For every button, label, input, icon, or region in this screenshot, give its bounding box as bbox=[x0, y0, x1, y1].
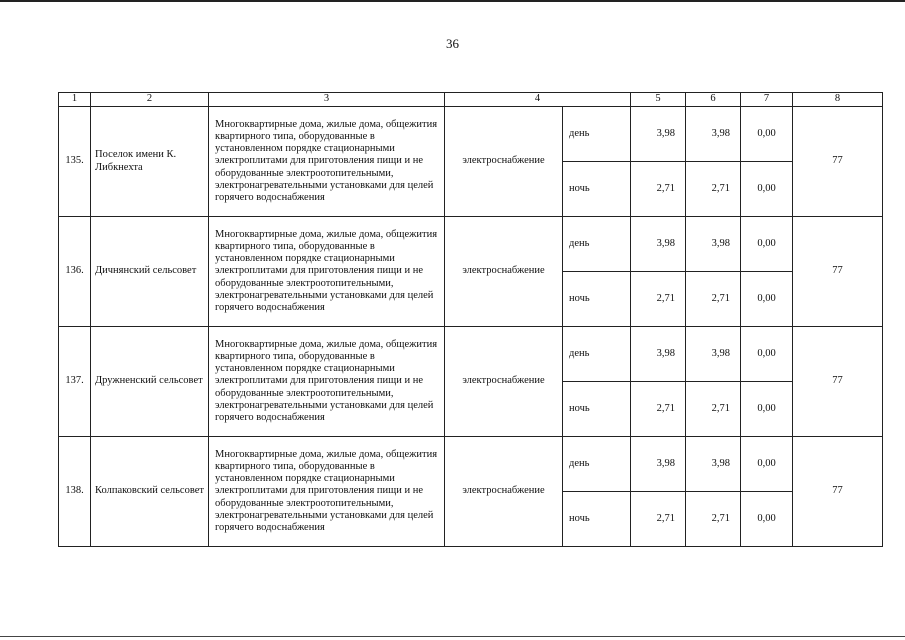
time-zone-day-cell: день bbox=[563, 217, 631, 272]
service-cell: электроснабжение bbox=[445, 327, 563, 437]
time-zone-night-cell: ночь bbox=[563, 492, 631, 547]
value-col7-day-cell: 0,00 bbox=[741, 327, 793, 382]
value-col6-night-cell: 2,71 bbox=[686, 492, 741, 547]
time-zone-night-cell: ночь bbox=[563, 162, 631, 217]
time-zone-night-cell: ночь bbox=[563, 272, 631, 327]
value-col6-day-cell: 3,98 bbox=[686, 327, 741, 382]
service-cell: электроснабжение bbox=[445, 107, 563, 217]
value-col7-day-cell: 0,00 bbox=[741, 107, 793, 162]
bottom-border-line bbox=[0, 636, 905, 637]
header-row bbox=[59, 93, 883, 107]
settlement-cell: Колпаковский сельсовет bbox=[91, 437, 209, 547]
row-number-cell: 138. bbox=[59, 437, 91, 547]
consumer-description-cell: Многоквартирные дома, жилые дома, общежития квартирного типа, оборудованные в установленном порядке стационарными электроплитами для приготовления пищи и не оборудованные электроотопительными, электронагревательными установками для целей горячего водоснабжения bbox=[209, 437, 445, 547]
table-row bbox=[59, 327, 883, 382]
value-col6-day-cell: 3,98 bbox=[686, 217, 741, 272]
header-cell-3: 3 bbox=[209, 93, 445, 107]
settlement-cell: Дружненский сельсовет bbox=[91, 327, 209, 437]
header-cell-4: 4 bbox=[445, 93, 631, 107]
value-col5-night-cell: 2,71 bbox=[631, 162, 686, 217]
value-col8-cell: 77 bbox=[793, 217, 883, 327]
header-cell-6: 6 bbox=[686, 93, 741, 107]
value-col6-night-cell: 2,71 bbox=[686, 382, 741, 437]
consumer-description-cell: Многоквартирные дома, жилые дома, общежития квартирного типа, оборудованные в установленном порядке стационарными электроплитами для приготовления пищи и не оборудованные электроотопительными, электронагревательными установками для целей горячего водоснабжения bbox=[209, 327, 445, 437]
consumer-description-cell: Многоквартирные дома, жилые дома, общежития квартирного типа, оборудованные в установленном порядке стационарными электроплитами для приготовления пищи и не оборудованные электроотопительными, электронагревательными установками для целей горячего водоснабжения bbox=[209, 107, 445, 217]
value-col7-day-cell: 0,00 bbox=[741, 437, 793, 492]
row-number-cell: 136. bbox=[59, 217, 91, 327]
header-cell-1: 1 bbox=[59, 93, 91, 107]
table-row bbox=[59, 437, 883, 492]
value-col5-night-cell: 2,71 bbox=[631, 492, 686, 547]
time-zone-day-cell: день bbox=[563, 107, 631, 162]
value-col6-day-cell: 3,98 bbox=[686, 107, 741, 162]
settlement-cell: Дичнянский сельсовет bbox=[91, 217, 209, 327]
value-col5-day-cell: 3,98 bbox=[631, 327, 686, 382]
value-col5-day-cell: 3,98 bbox=[631, 217, 686, 272]
service-cell: электроснабжение bbox=[445, 437, 563, 547]
time-zone-night-cell: ночь bbox=[563, 382, 631, 437]
top-border-line bbox=[0, 0, 905, 2]
value-col8-cell: 77 bbox=[793, 327, 883, 437]
value-col6-night-cell: 2,71 bbox=[686, 162, 741, 217]
value-col7-night-cell: 0,00 bbox=[741, 272, 793, 327]
header-cell-2: 2 bbox=[91, 93, 209, 107]
value-col5-day-cell: 3,98 bbox=[631, 107, 686, 162]
header-cell-8: 8 bbox=[793, 93, 883, 107]
consumer-description-cell: Многоквартирные дома, жилые дома, общежития квартирного типа, оборудованные в установленном порядке стационарными электроплитами для приготовления пищи и не оборудованные электроотопительными, электронагревательными установками для целей горячего водоснабжения bbox=[209, 217, 445, 327]
value-col7-night-cell: 0,00 bbox=[741, 382, 793, 437]
value-col8-cell: 77 bbox=[793, 107, 883, 217]
value-col7-night-cell: 0,00 bbox=[741, 492, 793, 547]
table-row bbox=[59, 217, 883, 272]
settlement-cell: Поселок имени К. Либкнехта bbox=[91, 107, 209, 217]
service-cell: электроснабжение bbox=[445, 217, 563, 327]
value-col5-day-cell: 3,98 bbox=[631, 437, 686, 492]
page-number: 36 bbox=[446, 36, 459, 51]
value-col6-night-cell: 2,71 bbox=[686, 272, 741, 327]
tariff-table bbox=[58, 92, 883, 547]
table-body bbox=[59, 93, 883, 547]
header-cell-7: 7 bbox=[741, 93, 793, 107]
time-zone-day-cell: день bbox=[563, 437, 631, 492]
table-row bbox=[59, 107, 883, 162]
header-cell-5: 5 bbox=[631, 93, 686, 107]
value-col7-night-cell: 0,00 bbox=[741, 162, 793, 217]
value-col5-night-cell: 2,71 bbox=[631, 382, 686, 437]
value-col5-night-cell: 2,71 bbox=[631, 272, 686, 327]
value-col8-cell: 77 bbox=[793, 437, 883, 547]
value-col6-day-cell: 3,98 bbox=[686, 437, 741, 492]
row-number-cell: 135. bbox=[59, 107, 91, 217]
time-zone-day-cell: день bbox=[563, 327, 631, 382]
value-col7-day-cell: 0,00 bbox=[741, 217, 793, 272]
row-number-cell: 137. bbox=[59, 327, 91, 437]
